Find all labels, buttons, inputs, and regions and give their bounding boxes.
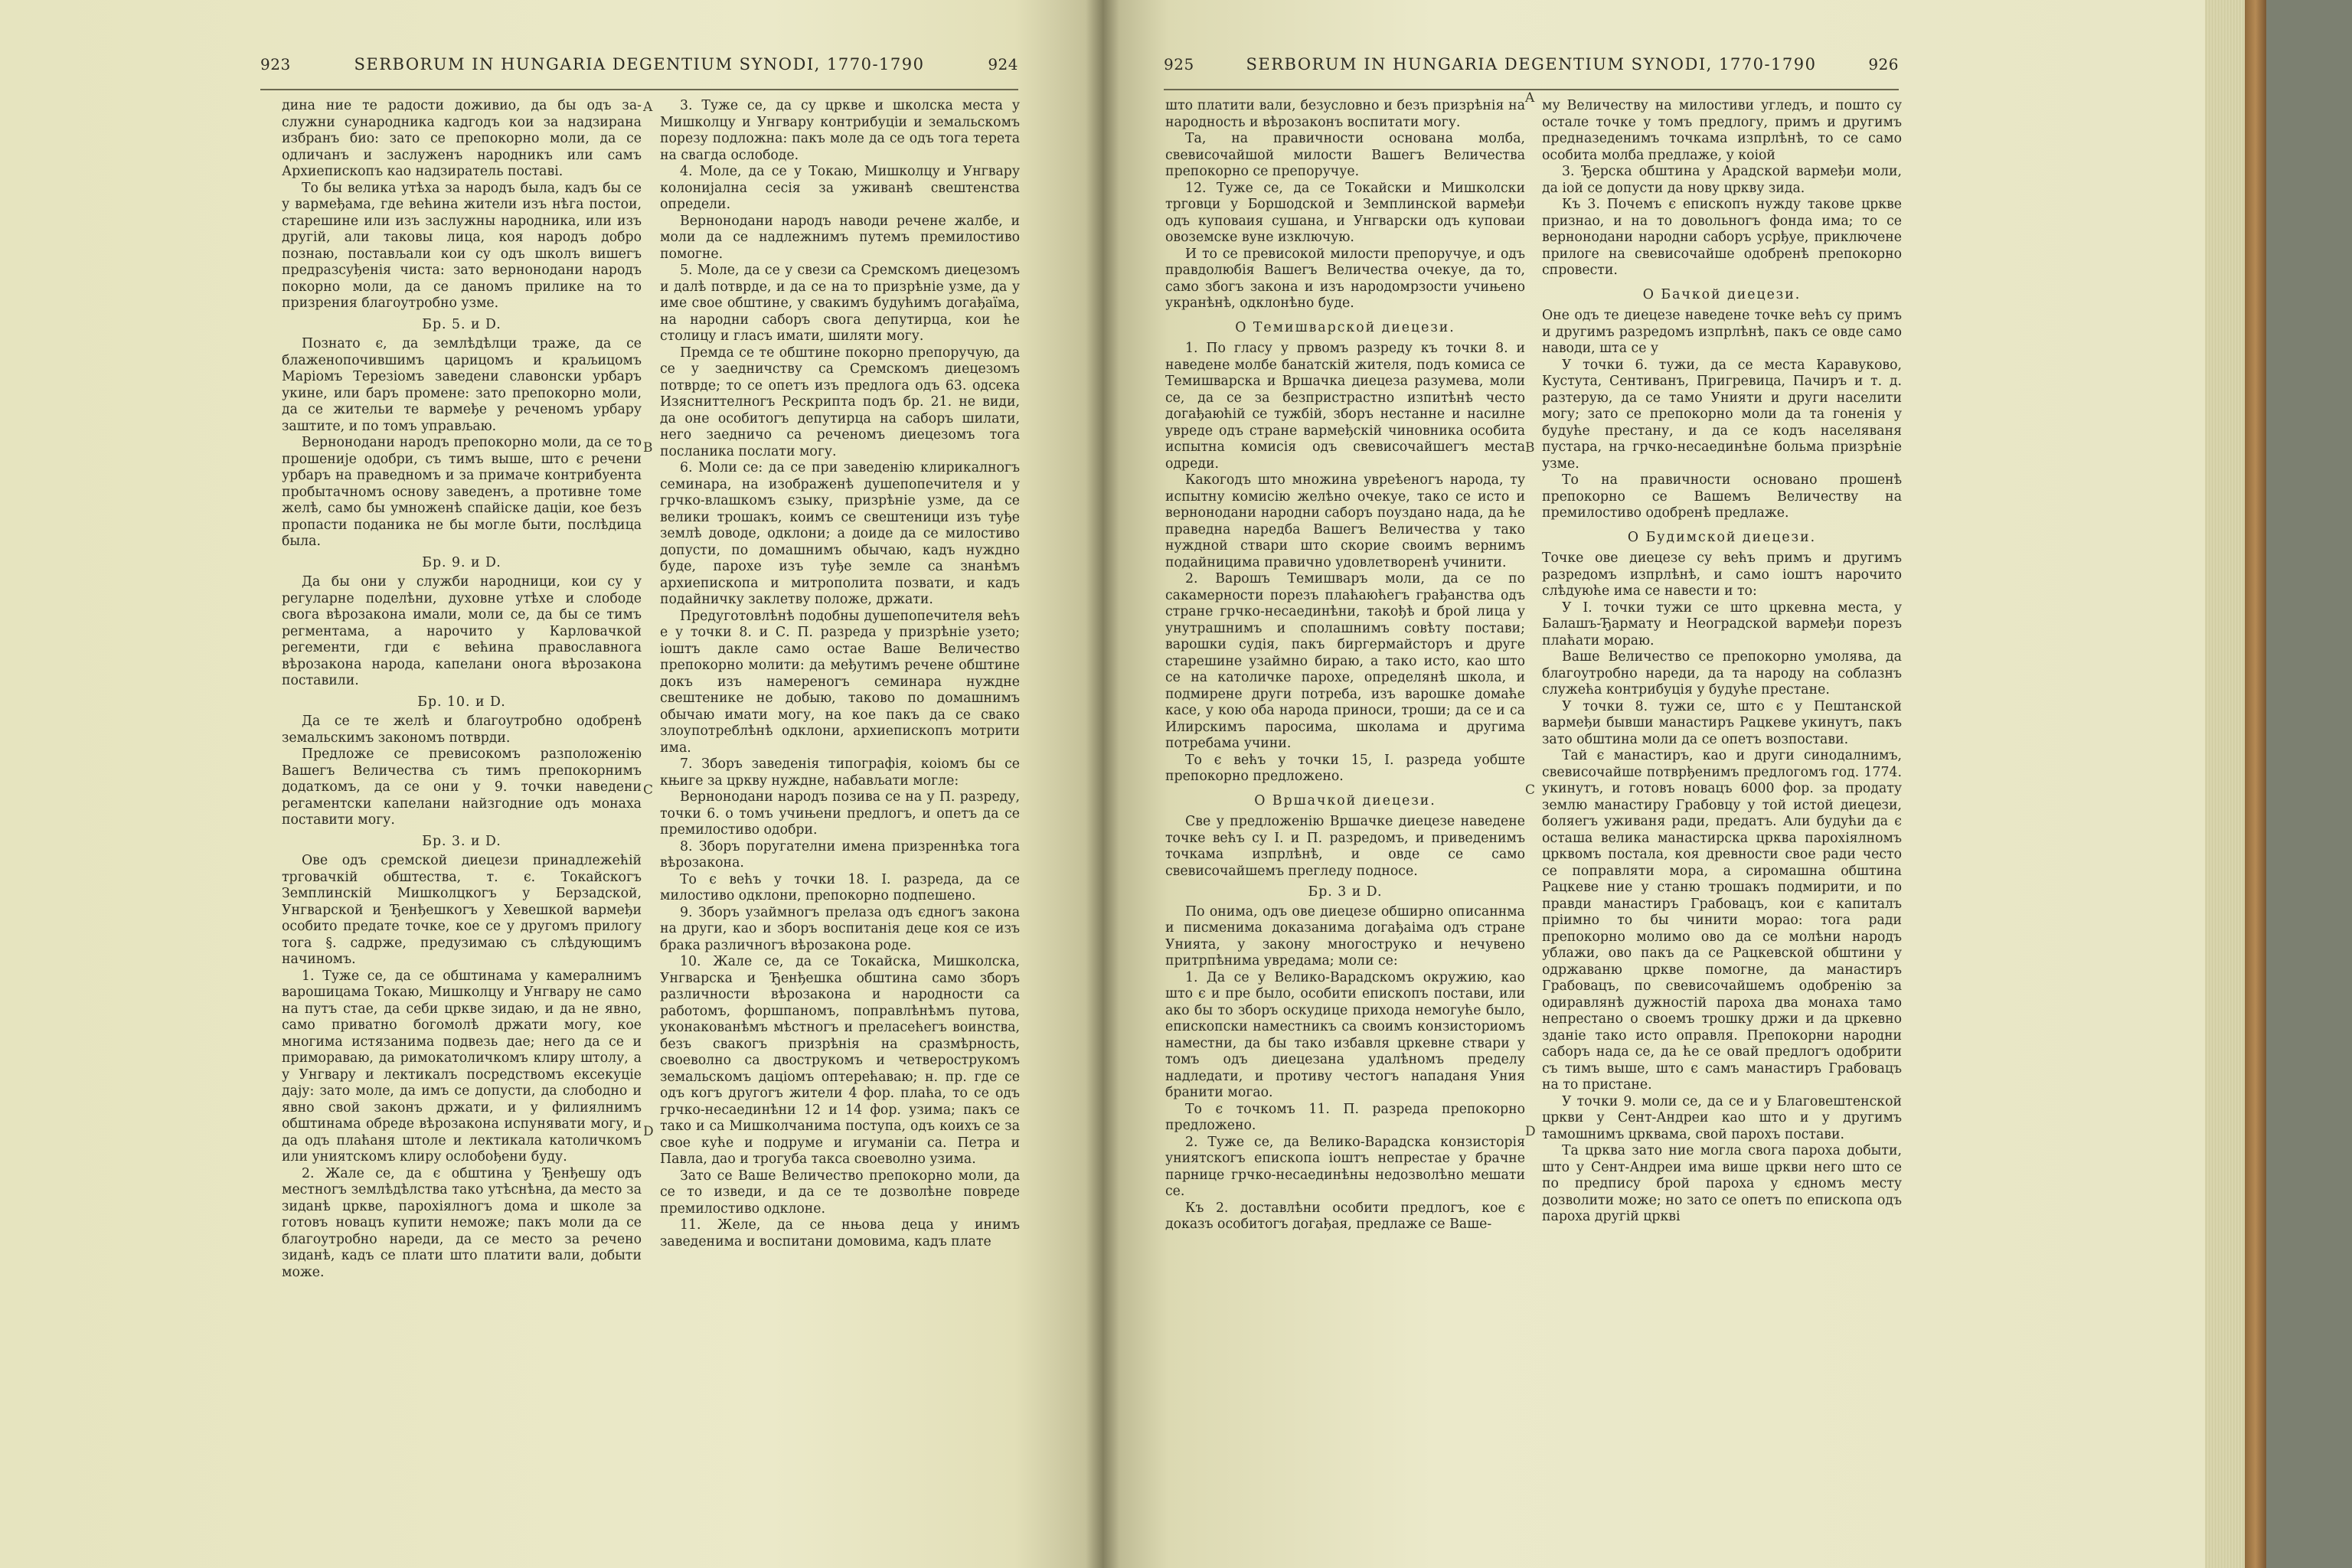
paragraph: Премда се те обштине покорно препоручую, да се у заедничству са Сремскомъ диецезомъ потврде; то се опетъ изъ предлога одъ 63. одсека Изясниттелногъ Рескрипта подъ бр. 21. не види, да оне особитогъ депутирца на саборъ шилати, него заедничо са реченомъ диецезомъ тога посланика послати могу. [660,345,1020,459]
margin-letter-d-left: D [643,1124,654,1139]
paragraph: У точки 9. моли се, да се и у Благовештенской цркви у Сент-Андреи као што и у другимъ тамошнимъ црквама, свой парохъ постави. [1542,1093,1902,1142]
paragraph: Предложе се превисокомъ разположенію Вашегъ Величества съ тимъ препокорнимъ додаткомъ, да се они у 9. точки наведени регаментски капелани найзгодние одъ монаха поставити могу. [282,746,642,828]
left-page-column-2 [660,98,1020,1461]
paragraph: Познато є, да землѣдѣлци траже, да се блаженопочившимъ царицомъ и краљицомъ Маріомъ Терезіомъ заведени славонски урбаръ укине, или баръ промене: зато препокорно моли, да се жительи те вармеђе у реченомъ урбару заштите, и по томъ управљаю. [282,336,642,434]
paragraph: што платити вали, безусловно и безъ призрѣнія на народность и вѣрозаконъ воспитати могу. [1165,98,1525,130]
paragraph: Та црква зато ние могла свога пароха добыти, што у Сент-Андреи има више цркви него што се по предписy брой пароха у єдномъ месту дозволити може; но зато се опетъ по епископа одъ пароха другій цркві [1542,1143,1902,1224]
left-page [0,0,1102,1568]
section-heading: О Темишварской диецези. [1235,319,1455,335]
paragraph: То є већъ у точки 15, І. разреда уобште препокорно предложено. [1165,752,1525,784]
paragraph: Оне одъ те диецезе наведене точке већъ су примъ и другимъ разредомъ изпрлѣнѣ, пакъ се овде само наводи, шта се у [1542,308,1902,356]
paragraph: 5. Моле, да се у свези са Сремскомъ диецезомъ и далѣ потврде, и да се на то призрѣніе узме, да у име свое обштине, у свакимъ будућимъ догађаїма, на народни саборъ свога депутирца, кои ће столицу и гласъ имати, шиляти могу. [660,263,1020,344]
margin-letter-c-left: C [643,782,654,798]
paragraph: 6. Моли се: да се при заведенію клирикалногъ семинара, на изображенѣ душепопечителя и у грчко-влашкомъ єзыку, призрѣніе узме, да се велики трошакъ, коимъ се свештеници изъ туђе землѣ доводе, одклони; а доиде да се милостиво допусти, по домашнимъ обычаю, кадъ нуждно буде, парохе изъ туђе земле са знанѣмъ архиепископа и митрополита позвати, и кадъ подайничку заклетву положе, држати. [660,460,1020,607]
paragraph: 2. Туже се, да Велико-Варадска конзисторія униятскогъ епископа іоштъ непрестае у брачне парнице грчко-несаединѣны недозволѣно мешати се. [1165,1134,1525,1199]
right-page-header [1164,55,1899,86]
paragraph: 2. Жале се, да є обштина у Ђенђешу одъ местногъ землѣдѣлства тако утѣснѣна, да место за зиданѣ цркве, пароxіялногъ дома и школе за готовъ новацъ купити неможе; пакъ моли да се благоутробно нареди, да се место за речено зиданѣ, кадъ се плати што платити вали, добыти може. [282,1165,642,1280]
paragraph: Зато се Ваше Величество препокорно моли, да се то изведи, и да се те дозволѣне повреде премилостиво одклоне. [660,1168,1020,1217]
paragraph: Тай є манастиръ, као и други синодалнимъ, свевисочайше потврђенимъ предлогомъ год. 1774. укинутъ, и готовъ новацъ 6000 фор. за продату землю манастиру Грабовцу у той истой диецези, боляегъ уживаня ради, предатъ. Али будући да є осташа велика манастирска црква пароxіялномъ црквомъ постала, коя древности свое ради често се поправляти мора, а сиромашна обштина Рацкеве ние у станю трошакъ подмирити, и по правди манастиръ Грабовацъ, кои є капиталъ пріимно то бы чинити морао: тога ради препокорно молимо ово да се молѣни народъ ублажи, ово пакъ да се Рацкевской обштини у одржаваню цркве помогне, да манастиръ Грабовацъ, по свевисочайшемъ одобренію за одиравлянѣ дужностій пароха два монаха тамо непрестано о своемъ трошку држи и да цркевно зданіе тако исто оправля. Препокорни народни саборъ нада се, да ће се овай предлогъ одобрити съ тимъ выше, што є самъ манастиръ Грабовацъ на то пристане. [1542,748,1902,1093]
running-title-left: SERBORUM IN HUNGARIA DEGENTIUM SYNODI, 1770-1790 [354,55,925,74]
margin-letter-b-left: B [643,440,653,456]
section-heading: Бр. 10. и D. [417,694,506,710]
margin-letter-d-right: D [1525,1124,1536,1139]
margin-letter-a-right: A [1525,90,1535,106]
paragraph: 4. Моле, да се у Токаю, Мишколцу и Унгвару колонијална сесія за уживанѣ свештенства определи. [660,164,1020,212]
paragraph: Вернонодани народъ наводи речене жалбе, и моли да се надлежнимъ путемъ премилостиво помогне. [660,213,1020,262]
paragraph: То є већъ у точки 18. І. разреда, да се милостиво одклони, препокорно подпешено. [660,871,1020,903]
paragraph: Да се те желѣ и благоутробно одобренѣ земальскимъ закономъ потврди. [282,714,642,746]
paragraph: Та, на правичности основана молба, свевисочайшой милости Вашегъ Величества препокорно се препоручуе. [1165,131,1525,179]
paragraph: Ове одъ сремской диецези принадлежећій трговачкій обштества, т. є. Токайскогъ Земплинскій Мишколцкогъ у Берзадской, Унгварской и Ђенђешкогъ у Хевешкой вармеђи особито предате точке, кое се у другомъ прилогу тога §. садрже, предузимаю съ слѣдующимъ начиномъ. [282,853,642,967]
paragraph: Предуготовлѣнѣ подобны душепопечителя већъ е у точки 8. и С. П. разреда у призрѣніе узето; іоштъ дакле само остае Ваше Величество препокорно молити: да међутимъ речене обштине докъ изъ намереногъ семинара нуждне свештенике не добыю, таково по домашнимъ обычаю имати могу, на кое пакъ да се свако злоупотреблѣнѣ одклони, архиепископъ мотрити има. [660,608,1020,756]
right-page-column-1 [1165,98,1525,1461]
paragraph: И то се превисокой милости препоручуе, и одъ правдолюбія Вашегъ Величества очекуе, да то, само збогъ закона и изъ народомрзости учињено укранѣнѣ, одклонѣно буде. [1165,246,1525,311]
paragraph: 1. Туже се, да се обштинама у камералнимъ варошицама Токаю, Мишколцу и Унгвару не само на путъ стае, да себи цркве зидаю, и да не явно, само приватно богомолѣ држати могу, кое многима истязанима подвезь дае; него да се и примораваю, да римокатоличкомъ клиру штолу, а у Унгвару и лектикалъ посредствомъ ексекуціе дају: зато моле, да имъ се допусти, да слободно и явно свой законъ држати, и у филиялнимъ обштинама обреде вѣрозакона испунявати могу, и да одъ плаћаня штоле и лектикала католичкомъ или униятскомъ клиру ослобођени буду. [282,968,642,1165]
paragraph: 12. Туже се, да се Токайски и Мишколски трговци у Боршодской и Земплинской вармеђи одъ куповаия сушана, и Унгварски одъ куповаи овоземске вуне изключую. [1165,180,1525,245]
page-edges [2205,0,2245,1568]
section-heading: О Будимской диецези. [1627,529,1817,545]
running-title-right: SERBORUM IN HUNGARIA DEGENTIUM SYNODI, 1770-1790 [1246,55,1817,74]
paragraph: Вернонодани народъ позива се на у П. разреду, точки 6. о томъ учињени предлогъ, и опетъ да се премилостиво одобри. [660,789,1020,838]
paragraph: Све у предложенію Вршачке диецезе наведене точке већъ су І. и П. разредомъ, и приведенимъ точкама изпрлѣнѣ, и овде се само свевисочайшемъ прегледу подносе. [1165,814,1525,879]
book-cover-edge [2245,0,2266,1568]
paragraph: По онима, одъ ове диецезе обширно описаннма и писменима доказанима догађаіма одъ стране Унията, у закону многоструко и нечувено притрпѣнима увредама; моли се: [1165,903,1525,969]
margin-letter-b-right: B [1525,440,1535,456]
section-heading: Бр. 3 и D. [1308,884,1383,900]
paragraph: Какогодъ што множина увреѣеногъ народа, ту испытну комисію желѣно очекуе, тако се исто и вернонодани народни саборъ поуздано нада, да ће праведна наредба Вашегъ Величества у тако нуждной ствари што скорие своимъ вернимъ подайницима правично удовлетворенѣ учинити. [1165,472,1525,570]
paragraph: 3. Ђерска обштина у Арадской вармеђи моли, да іой се допусти да нову цркву зида. [1542,164,1902,196]
paragraph: То бы велика утѣха за народъ была, кадъ бы се у вармеђама, где већина жители изъ нѣга постои, старешине или изъ заслужны народника, или изъ другій, али таковы лица, коя народъ добро познаю, постављали кои су одъ школъ вишегъ предразсуђенія чиста: зато вернонодани народъ покорно моли, да се даномъ прилике на то призрения благоутробно узме. [282,180,642,311]
backdrop [2266,0,2352,1568]
paragraph: Вернонодани народъ препокорно моли, да се то прошеније одобри, съ тимъ выше, што є речени урбаръ на праведномъ и за примаче контрибуента пробытачномъ основу заведенъ, а противне томе желѣ, само бы умноженѣ спайіске даціи, кое безъ пропасти поданика не бы могле быти, послѣдица была. [282,435,642,549]
paragraph: 8. Зборъ поругателни имена призреннѣка тога вѣрозакона. [660,838,1020,871]
paragraph: Да бы они у служби народници, кои су у регуларне поделѣни, духовне утѣхе и слободе свога вѣрозакона имали, моли се, да бы се тимъ регментама, а нарочито у Карловачкой регементи, гди є већина православнога вѣрозакона народа, капелани онога вѣрозакона поставили. [282,574,642,688]
section-heading: О Бачкой диецези. [1642,286,1802,302]
paragraph: дина ние те радости доживио, да бы одъ за- служни сународника кадгодъ кои за надзирана избранъ био: зато се препокорно моли, да се одличанъ и заслуженъ народникъ или самъ Архиепископъ као надзиратель поставі. [282,98,642,179]
paragraph: 9. Зборъ узаймногъ прелаза одъ єдногъ закона на други, као и зборъ воспитанія деце коя се изъ брака различногъ вѣрозакона роде. [660,904,1020,953]
left-page-column-1 [282,98,642,1461]
paragraph: 1. Да се у Велико-Варадскомъ окружию, као што є и пре было, особити епископъ постави, или ако бы то зборъ оскудице прихода немогуће было, епископски наместникъ са своимъ конзисториомъ наместни, да бы тако избавля цркевне ствари у томъ одъ диецезана удалѣномъ пределу надледати, и противу честогъ нападаня Уния бранити могао. [1165,969,1525,1100]
paragraph: Точке ове диецезе су већъ примъ и другимъ разредомъ изпрлѣнѣ, и само іоштъ нарочито слѣдуюће има се навести и то: [1542,550,1902,599]
right-page [1102,0,2205,1568]
paragraph: 11. Желе, да се нњова деца у инимъ заведенима и воспитани домовима, кадъ плате [660,1217,1020,1250]
paragraph: У точки 6. тужи, да се места Каравуково, Кустута, Сентиванъ, Пригревица, Пачиръ и т. д. разтерую, да се тамо Унияти и други населити могу; зато се препокорно моли да та гоненія у будуће престану, и да се кодъ населяваня пустара, на грчко-несаединѣне больма призрѣніе узме. [1542,357,1902,472]
section-heading: Бр. 3. и D. [422,833,501,849]
margin-letter-a-left: A [643,100,653,115]
paragraph: Ваше Величество се препокорно умолява, да благоутробно нареди, да та народу на соблазнъ служећа контрибуція у будуће престане. [1542,649,1902,697]
paragraph: 3. Туже се, да су цркве и школска места у Мишколцу и Унгвару контрибуціи и земальскомъ порезу подложна: пакъ моле да се одъ тога терета на свагда ослободе. [660,98,1020,163]
section-heading: Бр. 9. и D. [422,554,501,570]
section-heading: О Вршачкой диецези. [1254,792,1436,808]
page-number-925: 925 [1164,55,1194,74]
book-gutter-shadow [1086,0,1119,1568]
paragraph: То на правичности основано прошенѣ препокорно се Вашемъ Величеству на премилостиво одобренѣ предлаже. [1542,472,1902,521]
right-page-column-2 [1542,98,1902,1461]
paragraph: Къ 3. Почемъ є епископъ нужду такове цркве признао, и на то довольногъ фонда има; то се вернонодани народни саборъ усрђуе, приключене прилоге на свевисочайше одобренѣ препокорно спровести. [1542,197,1902,278]
paragraph: У точки 8. тужи се, што є у Пештанской вармеђи бывши манастиръ Рацкеве укинутъ, пакъ зато обштина моли да се опетъ возпостави. [1542,698,1902,747]
paragraph: 7. Зборъ заведенія типографія, коіомъ бы се књиге за цркву нуждне, набављати могле: [660,756,1020,789]
paragraph: У І. точки тужи се што цркевна места, у Балашъ-Ђармату и Неоградской вармеђи порезъ плаћати мораю. [1542,599,1902,648]
paragraph: 10. Жале се, да се Токайска, Мишколска, Унгварска и Ђенђешка обштина само зборъ различности вѣрозакона и народности са работомъ, форшпаномъ, поправлѣнѣмъ путова, уконакованѣмъ мѣстногъ и преласећегъ воинства, безъ свакогъ призрѣнія на сразмѣрность, своеволно са двострукомъ и четверострукомъ земальскомъ даціомъ оптерећаваю; н. пр. где се одъ когъ другогъ жители 4 фор. плаћа, то се одъ грчко-несаединѣни 12 и 14 фор. узима; пакъ се тако и са Мишколчанима поступа, одъ коихъ се за свое куће и подруме и игуманіи са. Петра и Павла, дао и трогуба такса своеволно узима. [660,954,1020,1167]
paragraph: Къ 2. доставлѣни особити предлогъ, кое є доказъ особитогъ догађая, предлаже се Ваше- [1165,1200,1525,1232]
margin-letter-c-right: C [1525,782,1536,798]
paragraph: му Величеству на милостиви угледъ, и пошто су остале точке у томъ предлогу, примъ и другимъ предназеденимъ точкама изпрлѣнѣ, то се само особита молба предлаже, у коіой [1542,98,1902,163]
paragraph: То є точкомъ 11. П. разреда препокорно предложено. [1165,1101,1525,1133]
paragraph: 1. По гласу у првомъ разреду къ точки 8. и наведене молбе банатскій жителя, подъ комиса се Темишварска и Вршачка диецеза разумева, моли се, да се за безпристрастно изпитѣнѣ често догађаюћій се тужбій, зборъ нестанне и насилне увреде одъ стране вармеђскій чиновника особита испытна комисія одъ свевисочайшегъ места одреди. [1165,341,1525,472]
left-page-header [260,55,1018,86]
section-heading: Бр. 5. и D. [422,316,501,332]
page-number-924: 924 [988,55,1018,74]
page-number-923: 923 [260,55,291,74]
paragraph: 2. Варошъ Темишваръ моли, да се по сакамерности порезъ плаћаюћегъ грађанства одъ стране грчко-несаединѣни, такођѣ и брой лица у унутрашнимъ и сполашнимъ совѣту постави; варошки судія, пакъ биргермайсторъ и друге старешине узаймно бираю, а тако исто, као што се на католичке парохе, определянѣ школа, и подмирене други потреба, изъ варошке домаће касе, у кою оба народа приноси, троши; да се и са Илирскимъ паросима, школама и другима потребама учини. [1165,571,1525,751]
header-rule-left [260,89,1018,90]
page-number-926: 926 [1868,55,1899,74]
